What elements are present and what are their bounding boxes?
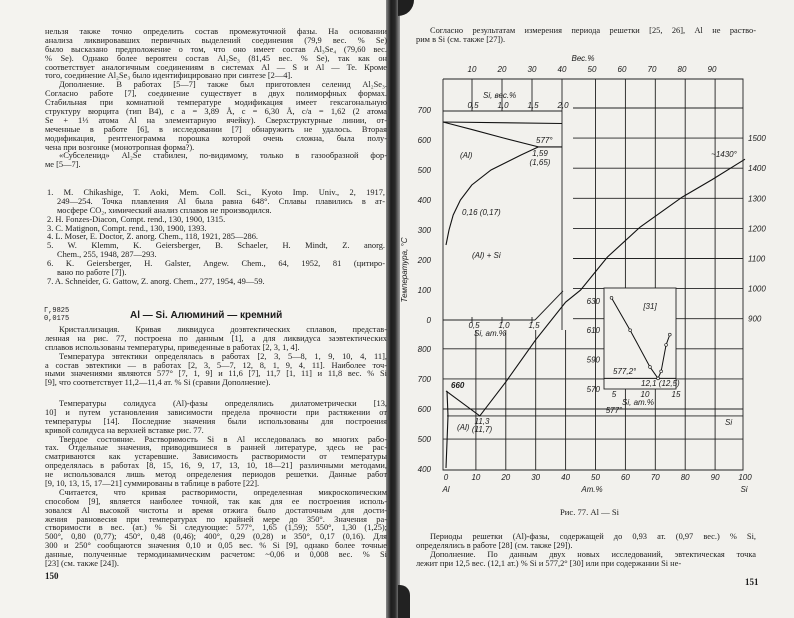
axis-end-al: Al (442, 485, 450, 494)
text-line: способом [9], является наиболее точной, так как для ее построения исполь- (45, 496, 387, 506)
text-line: [23] (см. также [24]). (45, 559, 119, 569)
text-line: [9, 10, 13, 15, 17—21] суммированы в таблице в работе [22]. (45, 479, 260, 489)
text-line: определялась в работах [8, 15, 16, 9, 17, 13, 10, 18—21] различными методами, (45, 461, 387, 471)
top-axis-title: Вес.% (571, 54, 595, 63)
text-line: того, соединение Al₂Se₃ было идентифицировано при синтезе [2—4]. (45, 71, 293, 81)
text-line: определялись в работе [28] (см. также [29]). (416, 540, 573, 550)
text-line: зовался Al высокой чистоты и время отжига было достаточным для дости- (45, 505, 387, 515)
bottom-tick-label: 40 (561, 473, 571, 482)
left-tick-label: 400 (417, 465, 431, 475)
inset-weight-tick: 1,5 (527, 101, 539, 110)
inset-temp-tick: 600 (417, 136, 431, 145)
text-line: жения равновесия при температурах по крайней мере до 350°. Значения ра- (45, 514, 387, 524)
right-tick-label: 900 (748, 314, 762, 324)
inset-eutectic-temp-label: 577° (536, 136, 553, 145)
inset31-temp-tick: 590 (586, 355, 600, 365)
text-line: лежит при 12,5 вес. (12,1 ат.) % Si и 577,2° [30] или при содержании Si не- (416, 558, 682, 568)
inset-weight-tick: 2,0 (557, 101, 569, 110)
text-line: не использовался лишь метод определения периодов решетки. Данные работ (45, 470, 387, 480)
bottom-tick-label: 50 (591, 473, 600, 482)
inset-weight-tick: 1,0 (497, 101, 509, 110)
text-line: вано по работе [7]). (57, 268, 127, 278)
text-line: рим в Si (см. также [27]). (416, 34, 506, 44)
right-tick-label: 1400 (748, 164, 766, 174)
inset-weight-title: Si, вес.% (483, 91, 517, 100)
inset31-temp-tick: 570 (586, 385, 600, 394)
margin-code-1: Γ,9825 (44, 307, 70, 315)
text-line: Согласно работе [7], соединение существует в двух полиморфных формах. (45, 89, 387, 99)
text-line: кривой солидуса на верхней вставке рис. 77. (45, 425, 204, 435)
bottom-tick-label: 70 (650, 473, 660, 482)
al-melting-label: 660 (451, 381, 465, 390)
right-tick-label: 1500 (748, 134, 766, 144)
text-line: 2. H. Fonzes-Diacon, Compt. rend., 130, 1900, 1315. (47, 214, 226, 224)
text-line: ме [5—7]. (45, 160, 81, 170)
inset-at-tick-label: 0,5 (468, 321, 480, 330)
bottom-tick-label: 0 (443, 473, 449, 482)
right-tick-label: 1300 (748, 194, 766, 204)
inset31-at-tick: 10 (640, 390, 650, 399)
left-tick-label: 800 (417, 344, 431, 354)
bottom-tick-label: 20 (501, 473, 511, 482)
inset-temp-tick: 100 (417, 286, 431, 295)
text-line: 249—254. Точка плавления Al была равна 648°. Сплавы плавились в ат- (57, 196, 385, 206)
top-tick-label: 90 (707, 65, 717, 74)
text-line: тах. Отдельные значения, приводившиеся в ранней литературе, здесь не рас- (45, 443, 387, 453)
inset-temp-tick: 300 (417, 226, 431, 235)
text-line: 1. M. Chikashige, T. Aoki, Mem. Coll. Sci., Kyoto Imp. Univ., 2, 1917, (47, 188, 385, 197)
text-line: [9], что соответствует 11,2—11,4 ат. % Si (сравни Дополнение). (45, 378, 271, 388)
inset-at-title: Si, ат.% (474, 329, 506, 338)
top-tick-label: 70 (647, 65, 657, 74)
eutectic-composition-label: 11,3 (474, 417, 490, 426)
left-tick-label: 700 (417, 374, 431, 384)
text-line: соответствует аналогичным соединениям в системах Al — S и Al — Te. Кроме (45, 62, 387, 72)
inset31-at-tick: 5 (611, 390, 617, 399)
text-line: Дополнение. В работах [5—7] также был приготовлен селенид Al₂Se₃. (59, 80, 387, 90)
page-number-right: 151 (745, 577, 759, 587)
text-line: «Субселенид» Al₂Se стабилен, по-видимому, только в газообразной фор- (59, 151, 387, 161)
inset-at-tick-label: 1,5 (528, 321, 540, 330)
text-line: структуру вюрцита (тип B4), с a = 3,89 Å, c = 6,30 Å, c/a = 1,62 (2 атома (45, 107, 387, 117)
text-line: а состав эвтектики — в работах [2, 3, 5—7, 12, 8, 1, 9, 4, 11]. Наиболее точ- (45, 360, 387, 370)
top-tick-label: 50 (587, 65, 597, 74)
text-line: Согласно результатам измерения периода решетки [25, 26], Al не раство- (430, 26, 756, 35)
left-tick-label: 600 (417, 405, 431, 414)
right-tick-label: 1000 (748, 284, 766, 294)
text-line: Температуры солидуса (Al)-фазы определялись дилатометрически [13, (59, 399, 387, 408)
inset31-eutectic-comp-label: 12,1 (12,5) (641, 379, 680, 388)
top-tick-label: 60 (617, 65, 627, 74)
text-line: 10] и путем установления зависимости предела прочности при растяжении от (45, 407, 387, 417)
text-line: 500°, 0,80 (0,77); 450°, 0,48 (0,46); 400°, 0,29 (0,28) и 350°, 0,17 (0,16). Для (45, 532, 387, 542)
text-line: 3. C. Matignon, Compt. rend., 130, 1900, 1393. (47, 223, 207, 233)
margin-code-2: 0,0175 (44, 315, 70, 323)
inset-temp-tick: 400 (417, 196, 431, 205)
inset-temp-tick: 700 (417, 106, 431, 115)
data-point (665, 344, 668, 347)
data-point (660, 370, 663, 373)
inset31-temp-tick: 610 (586, 326, 600, 336)
max-solubility-alt-label: (1,65) (529, 158, 551, 167)
bottom-tick-label: 90 (710, 473, 720, 482)
figure-caption: Рис. 77. Al — Si (560, 507, 620, 517)
text-line: Стабильная при комнатной температуре модификация имеет гексагональную (45, 98, 387, 108)
eutectic-temperature-label: 577° (605, 406, 623, 415)
al-solidus-solvus (446, 391, 448, 468)
inset-temp-tick: 500 (417, 166, 431, 175)
data-point (629, 329, 632, 332)
inset-temp-tick: 200 (417, 256, 431, 265)
bottom-tick-label: 30 (531, 473, 541, 482)
text-line: данные, полученные термодинамическим расчетом: ~0,06 и 0,008 вес. % Si (45, 550, 387, 560)
text-line: модификация, рентгенограмма порошка которой очень сложна, была полу- (45, 133, 387, 143)
bottom-tick-label: 100 (738, 473, 752, 482)
si-phase-label: Si (725, 418, 733, 427)
text-line: 7. A. Schneider, G. Gattow, Z. anorg. Chem., 277, 1954, 49—59. (47, 276, 265, 286)
text-line: 4. L. Moser, E. Doctor, Z. anorg. Chem., 118, 1921, 285—286. (47, 232, 259, 242)
text-line: анализа ликвировавших первичных выделений соединения (79,9 вес. % Se) (45, 35, 387, 45)
inset-solidus-curve (443, 122, 538, 147)
max-solubility-label: 1,59 (532, 149, 548, 158)
text-line: Кристаллизация. Кривая ликвидуса доэвтектических сплавов, представ- (59, 325, 387, 334)
axis-end-si: Si (740, 485, 748, 494)
text-line: Chem., 255, 1948, 287—293. (57, 250, 157, 260)
inset31-at-tick: 15 (671, 390, 681, 399)
text-line: Твердое состояние. Растворимость Si в Al исследовалась во многих рабо- (59, 434, 387, 444)
text-line: ными значениями являются 577° [7, 1, 9] и 11,6 [7], 11,7 [1, 11] и 11,8 вес. % Si (45, 369, 387, 379)
top-tick-label: 10 (467, 65, 477, 74)
top-tick-label: 80 (677, 65, 687, 74)
bottom-tick-label: 60 (620, 473, 630, 482)
section-title: Al — Si. Алюминий — кремний (130, 310, 283, 321)
text-line: Считается, что кривая растворимости, определенная микроскопическим (59, 487, 387, 497)
text-line: Периоды решетки (Al)-фазы, содержащей до 0,93 ат. (0,97 вес.) % Si, (430, 532, 756, 541)
solvus-curve (446, 147, 538, 245)
top-tick-label: 40 (557, 65, 567, 74)
text-line: мосфере CO₂, химический анализ сплавов не производился. (57, 205, 272, 215)
data-point (649, 366, 652, 369)
bottom-axis-title: Ат.% (581, 485, 603, 494)
text-line: Температура эвтектики определялась в работах [2, 3, 5—8, 1, 9, 10, 4, 11], (59, 351, 387, 361)
top-tick-label: 30 (527, 65, 537, 74)
bottom-tick-label: 10 (471, 473, 481, 482)
left-tick-label: 500 (417, 435, 431, 445)
data-point (668, 333, 671, 336)
text-line: температуры [14]. Последние значения были использованы для построения (45, 416, 387, 426)
text-line: было высказано предположение о том, что оно имеет состав Al₃Se₄ (79,60 вес. (45, 44, 387, 54)
inset-weight-tick: 0,5 (467, 101, 479, 110)
inset-border (535, 291, 563, 320)
text-line: ленная на рис. 77, построена по данным [1], а для ликвидуса заэвтектических (45, 333, 387, 343)
right-tick-label: 1100 (748, 254, 766, 264)
text-line: меченные в работе [6], в исследовании [7] обнаружить не удалось. Вторая (45, 124, 387, 134)
inset31-at-title: Si, ат.% (622, 398, 654, 407)
text-line: сплавов использованы температуры, приведенные в работах [2, 3, 1, 4]. (45, 342, 300, 352)
eutectic-composition-alt-label: (11,7) (471, 425, 493, 434)
inset-al-phase-label: (Al) (460, 151, 473, 160)
inset31-eutectic-temp-label: 577,2° (613, 367, 637, 376)
text-line: сматриваются как устаревшие. Зависимость растворимости от температуры (45, 452, 387, 462)
text-line: 6. K. Geiersberger, H. Galster, Angew. Chem., 64, 1952, 81 (цитиро- (47, 259, 385, 269)
inset-temp-tick: 0 (426, 316, 431, 325)
two-phase-label: (Al) + Si (472, 251, 501, 260)
bottom-tick-label: 80 (680, 473, 690, 482)
data-point (610, 296, 613, 299)
inset31-temp-tick: 630 (586, 296, 600, 306)
text-line: % Se). Однако более вероятен состав Al₂Se₃ (81,45 вес. % Se), так как он (45, 53, 387, 63)
text-line: чена при возгонке (монотропная форма?). (45, 142, 195, 152)
si-melting-label: ~1430° (711, 150, 737, 159)
al-phase-label: (Al) (457, 423, 470, 432)
text-line: 300 и 250° сообщаются значения 0,10 и 0,05 вес. % Si [9], однако более точные (45, 541, 387, 551)
text-line: створимости в вес. (ат.) % Si следующие: 577°, 1,65 (1,59); 550°, 1,30 (1,25); (45, 523, 387, 533)
text-line: Дополнение. По данным двух новых исследований, эвтектическая точка (430, 549, 756, 559)
text-line: Se + 1⅓ атома Al на элементарную ячейку). Сверхструктурные линии, от- (45, 115, 387, 125)
inset-liquidus (443, 122, 562, 124)
inset-reference-label: [31] (643, 302, 657, 311)
text-line: нельзя также точно определить состав промежуточной фазы. На основании (45, 27, 387, 36)
right-tick-label: 1200 (748, 224, 766, 234)
low-solubility-label: 0,16 (0,17) (462, 208, 501, 217)
text-line: 5. W. Klemm, K. Geiersberger, B. Schaeler, H. Mindt, Z. anorg. (47, 241, 385, 251)
page-number-left: 150 (45, 571, 59, 581)
inset-at-tick-label: 1,0 (498, 321, 510, 330)
top-tick-label: 20 (497, 65, 507, 74)
y-axis-title: Температура, °С (400, 237, 409, 303)
